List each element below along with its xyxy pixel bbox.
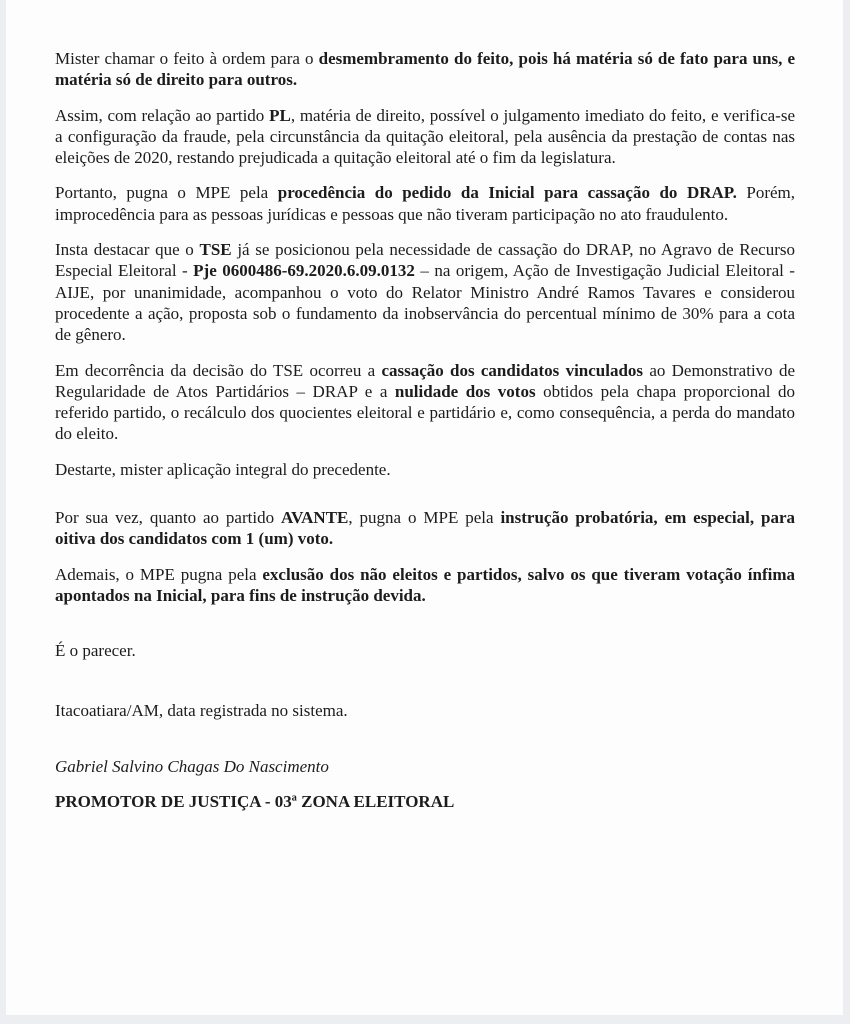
text-run-regular: , matéria de direito, possível o julgamento imediato do feito, e verifica-se a configuração da fraude, pela circunstância da quitação eleitoral, pela ausência da prestação de contas nas eleições de 2020, restando prejudicada a quitação eleitoral até o fim da legislatura. (55, 105, 795, 168)
text-run-italic: Gabriel Salvino Chagas Do Nascimento (55, 756, 329, 776)
text-run-regular: , pugna o MPE pela (348, 508, 501, 528)
text-run-regular: Em decorrência da decisão do TSE ocorreu a (55, 360, 382, 380)
text-run-bold: exclusão dos não eleitos e partidos, salvo os que tiveram votação ínfima apontados na Inicial, para fins de instrução devida. (55, 564, 795, 605)
text-run-regular: Assim, com relação ao partido (55, 105, 270, 125)
text-run-regular: Por sua vez, quanto ao partido (55, 508, 281, 528)
text-run-bold: cassação dos candidatos vinculados (381, 360, 644, 380)
paragraph-precedente-tse (55, 239, 795, 345)
text-run-regular: Porém, improcedência para as pessoas jurídicas e pessoas que não tiveram participação no ato fraudulento. (55, 183, 796, 224)
paragraph-assinatura-cargo (55, 791, 795, 812)
text-run-regular: Mister chamar o feito à ordem para o (55, 49, 319, 68)
paragraph-destarte (55, 459, 795, 480)
text-run-bold: desmembramento do feito, pois há matéria só de fato para uns, e matéria só de direito para outros. (55, 49, 795, 90)
paragraph-decorrencia (55, 360, 795, 445)
text-run-bold: AVANTE (280, 508, 349, 528)
text-run-bold: Pje 0600486-69.2020.6.09.0132 (193, 261, 415, 281)
text-run-regular: Itacoatiara/AM, data registrada no sistema. (55, 700, 348, 720)
text-run-regular: É o parecer. (55, 641, 136, 661)
text-run-regular: Destarte, mister aplicação integral do precedente. (55, 459, 391, 479)
document-page (6, 0, 843, 1015)
text-run-regular: Insta destacar que o (55, 240, 200, 260)
paragraph-ademais (55, 564, 795, 607)
text-run-bold: instrução probatória, em especial, para oitiva dos candidatos com 1 (um) voto. (55, 508, 795, 549)
paragraph-partido-pl (55, 105, 795, 169)
paragraph-local-data (55, 700, 795, 721)
paragraph-assinatura-nome (55, 756, 795, 777)
text-run-bold: PROMOTOR DE JUSTIÇA - 03ª ZONA ELEITORAL (55, 792, 455, 812)
text-run-regular: ao Demonstrativo de Regularidade de Atos Partidários – DRAP e a (55, 360, 795, 401)
text-run-regular: já se posicionou pela necessidade de cassação do DRAP, no Agravo de Recurso Especial Eleitoral - (55, 240, 796, 281)
text-run-bold: PL (269, 105, 291, 125)
text-run-bold: nulidade dos votos (394, 381, 536, 401)
text-run-regular: obtidos pela chapa proporcional do referido partido, o recálculo dos quocientes eleitoral e partidário e, como consequência, a perda do mandato do eleito. (55, 381, 795, 444)
paragraph-por-sua-vez (55, 507, 795, 550)
text-run-regular: – na origem, Ação de Investigação Judicial Eleitoral - AIJE, por unanimidade, acompanhou o voto do Relator Ministro André Ramos Tavares e considerou procedente a ação, proposta sob o fundamento da inobservância do percentual mínimo de 30% para a cota de gênero. (55, 261, 795, 345)
paragraph-procedencia (55, 182, 795, 225)
text-run-regular: Portanto, pugna o MPE pela (55, 183, 278, 203)
document-body (6, 0, 843, 812)
paragraph-desmembramento (55, 48, 795, 91)
text-run-bold: procedência do pedido da Inicial para cassação do DRAP. (277, 183, 737, 203)
paragraph-e-o-parecer (55, 640, 795, 661)
text-run-regular: Ademais, o MPE pugna pela (55, 564, 263, 584)
text-run-bold: TSE (199, 240, 232, 260)
